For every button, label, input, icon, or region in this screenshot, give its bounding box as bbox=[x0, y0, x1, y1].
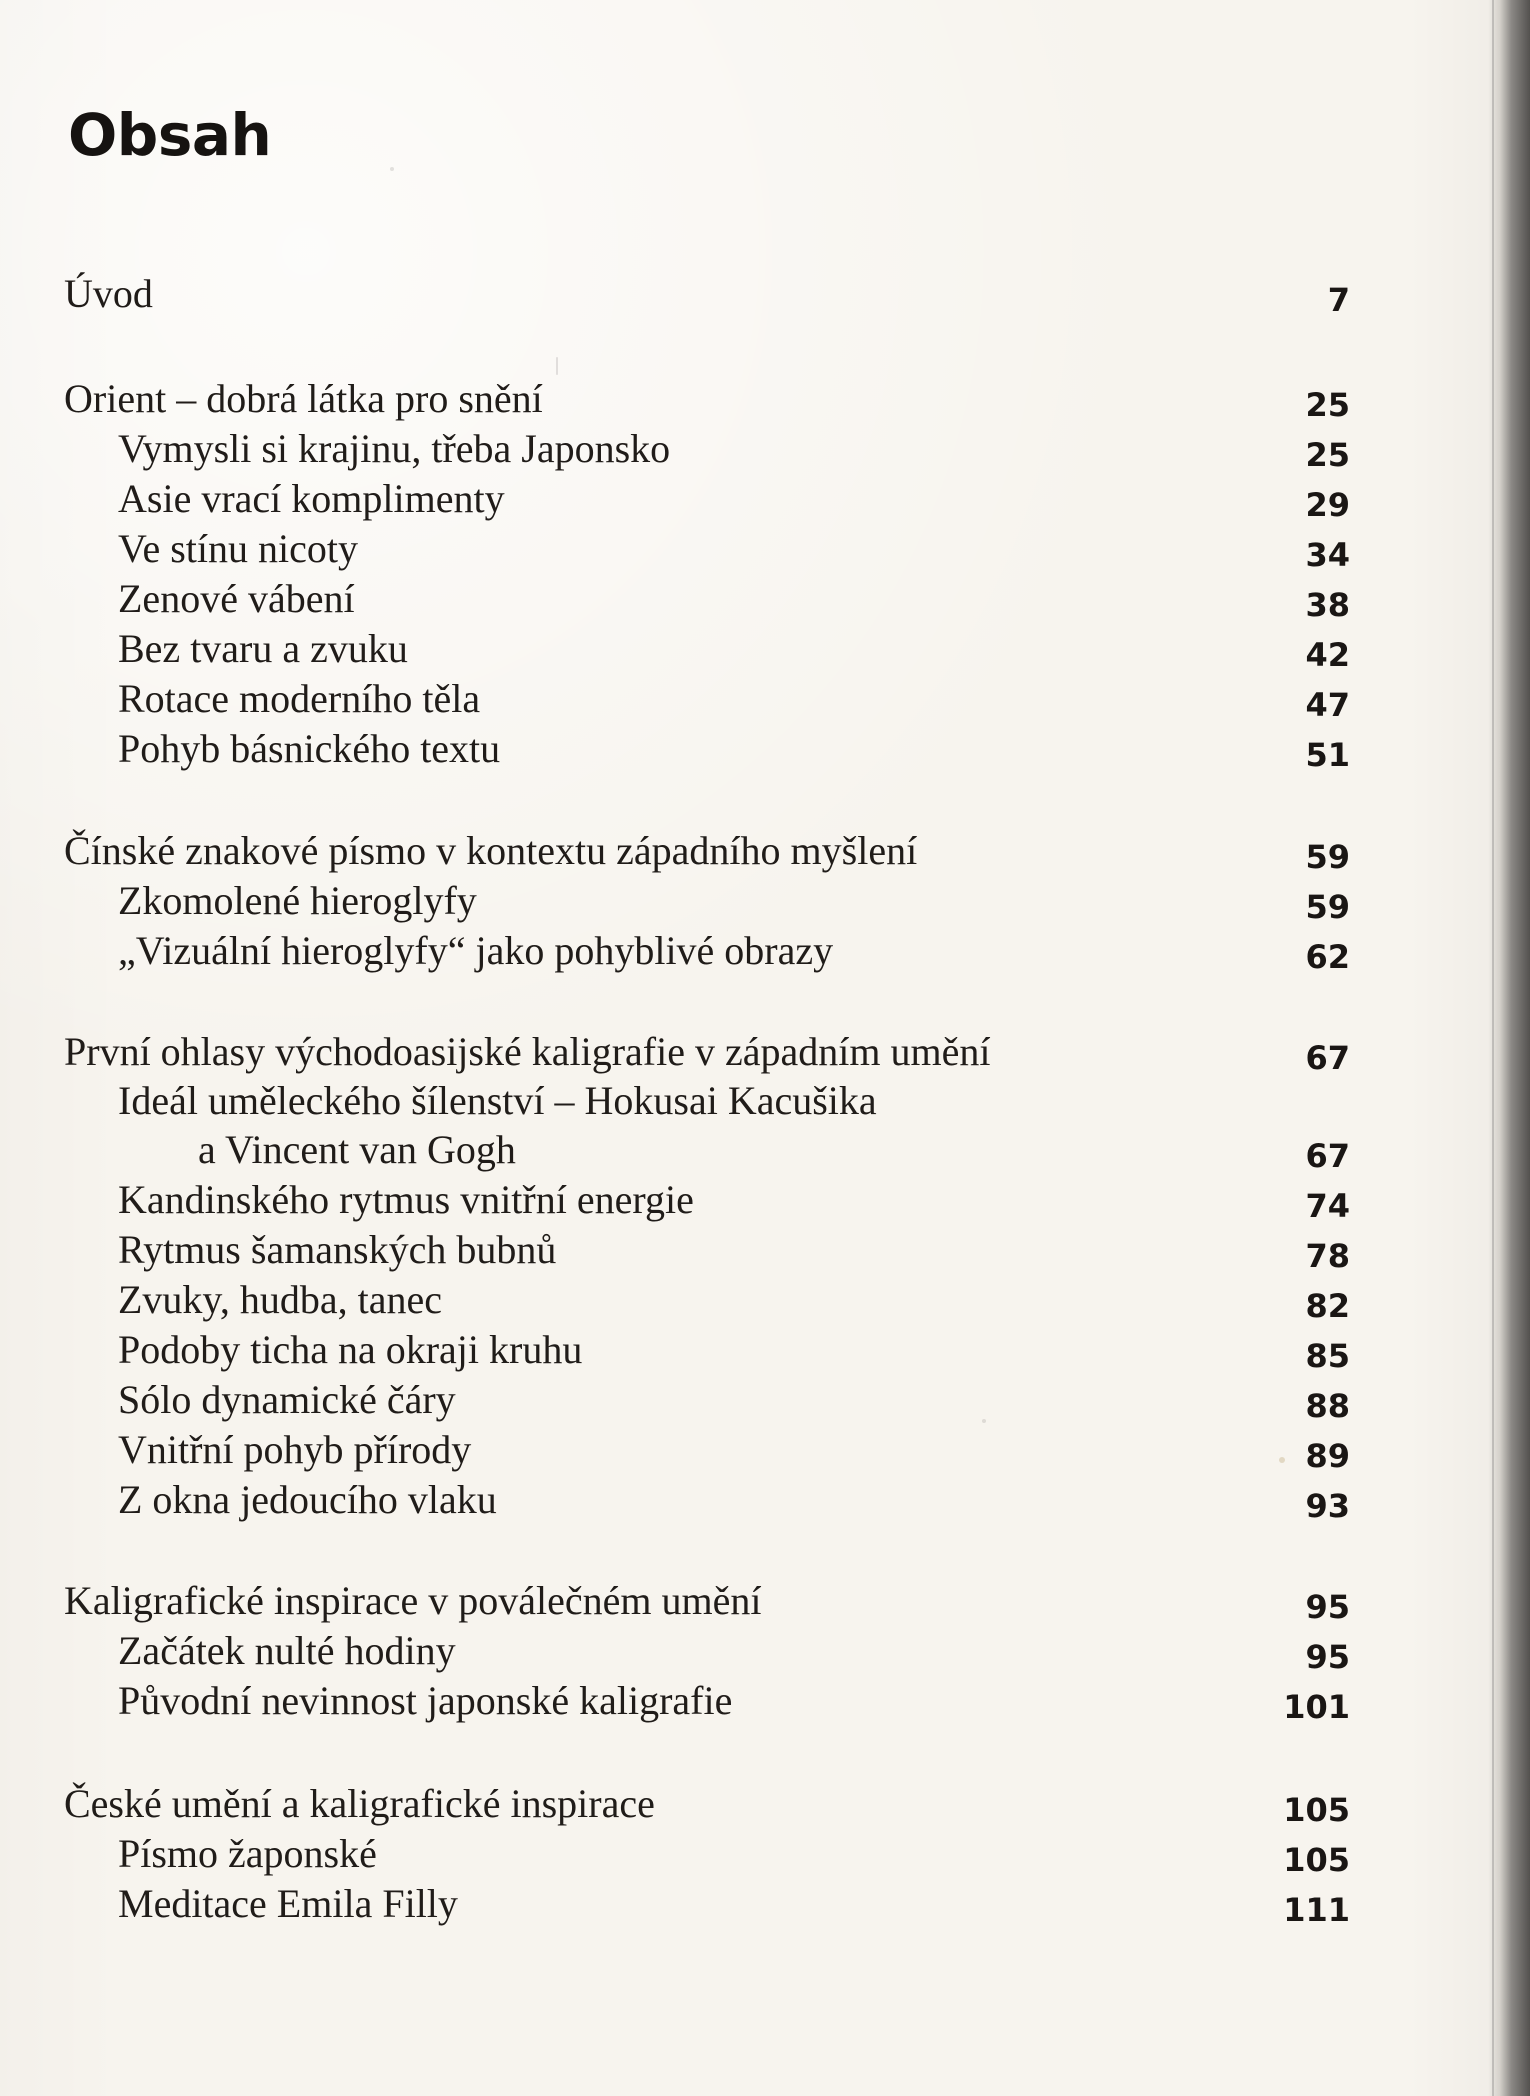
toc-page-number: 95 bbox=[1305, 1588, 1350, 1626]
toc-entry-section-continuation bbox=[0, 1126, 1530, 1174]
toc-page-number: 59 bbox=[1305, 888, 1350, 926]
toc-entry-section bbox=[0, 475, 1530, 523]
toc-entry-section bbox=[0, 1677, 1530, 1725]
toc-entry-section bbox=[0, 1326, 1530, 1374]
toc-entry-label: Rytmus šamanských bubnů bbox=[118, 1227, 557, 1272]
toc-entry-chapter bbox=[0, 827, 1530, 875]
toc-entry-label: „Vizuální hieroglyfy“ jako pohyblivé obrazy bbox=[118, 928, 834, 973]
toc-page-number: 25 bbox=[1305, 386, 1350, 424]
toc-entry-section bbox=[0, 1376, 1530, 1424]
toc-entry-section bbox=[0, 1476, 1530, 1524]
toc-entry-label: Z okna jedoucího vlaku bbox=[118, 1477, 497, 1522]
toc-entry-label: První ohlasy východoasijské kaligrafie v západním umění bbox=[64, 1029, 991, 1074]
toc-entry-label: Písmo žaponské bbox=[118, 1831, 377, 1876]
toc-page-number: 51 bbox=[1305, 736, 1350, 774]
toc-entry-label: Zenové vábení bbox=[118, 576, 355, 621]
toc-entry-section bbox=[0, 1426, 1530, 1474]
toc-entry-section bbox=[0, 675, 1530, 723]
toc-page-number: 25 bbox=[1305, 436, 1350, 474]
toc-entry-label: Bez tvaru a zvuku bbox=[118, 626, 408, 671]
toc-entry-label: Ideál uměleckého šílenství – Hokusai Kacušika bbox=[118, 1078, 877, 1123]
toc-entry-label: Meditace Emila Filly bbox=[118, 1881, 458, 1926]
toc-page-number: 101 bbox=[1283, 1688, 1350, 1726]
toc-page-number: 105 bbox=[1283, 1841, 1350, 1879]
toc-entry-label: Sólo dynamické čáry bbox=[118, 1377, 456, 1422]
toc-page-number: 67 bbox=[1305, 1137, 1350, 1175]
toc-entry-intro bbox=[0, 270, 1530, 318]
toc-entry-label: Úvod bbox=[64, 271, 153, 316]
toc-entry-label: Zvuky, hudba, tanec bbox=[118, 1277, 442, 1322]
toc-entry-section bbox=[0, 625, 1530, 673]
toc-entry-label: Zkomolené hieroglyfy bbox=[118, 878, 477, 923]
toc-page-number: 67 bbox=[1305, 1039, 1350, 1077]
toc-entry-section bbox=[0, 1627, 1530, 1675]
toc-page-number: 38 bbox=[1305, 586, 1350, 624]
toc-entry-label: Orient – dobrá látka pro snění bbox=[64, 376, 543, 421]
toc-page-number: 34 bbox=[1305, 536, 1350, 574]
toc-entry-label: Ve stínu nicoty bbox=[118, 526, 358, 571]
toc-page-number: 42 bbox=[1305, 636, 1350, 674]
toc-page-number: 7 bbox=[1327, 281, 1350, 319]
toc-entry-label: České umění a kaligrafické inspirace bbox=[64, 1781, 655, 1826]
toc-page-number: 89 bbox=[1305, 1437, 1350, 1475]
toc-entry-section bbox=[0, 525, 1530, 573]
toc-page-number: 62 bbox=[1305, 938, 1350, 976]
toc-entry-label: Podoby ticha na okraji kruhu bbox=[118, 1327, 583, 1372]
toc-entry-section bbox=[0, 877, 1530, 925]
toc-entry-label: Pohyb básnického textu bbox=[118, 726, 501, 771]
toc-entry-section bbox=[0, 1880, 1530, 1928]
toc-entry-label: Kandinského rytmus vnitřní energie bbox=[118, 1177, 694, 1222]
toc-entry-section bbox=[0, 725, 1530, 773]
toc-page-number: 74 bbox=[1305, 1187, 1350, 1225]
toc-entry-label: Vnitřní pohyb přírody bbox=[118, 1427, 472, 1472]
toc-entry-chapter bbox=[0, 375, 1530, 423]
toc-entry-section bbox=[0, 1830, 1530, 1878]
toc-page-number: 93 bbox=[1305, 1487, 1350, 1525]
toc-page-number: 95 bbox=[1305, 1638, 1350, 1676]
toc-entry-section bbox=[0, 575, 1530, 623]
toc-entry-section bbox=[0, 1176, 1530, 1224]
toc-page-number: 47 bbox=[1305, 686, 1350, 724]
toc-entry-label: Čínské znakové písmo v kontextu západního myšlení bbox=[64, 828, 918, 873]
toc-entry-label: Kaligrafické inspirace v poválečném umění bbox=[64, 1578, 762, 1623]
toc-page-number: 111 bbox=[1283, 1891, 1350, 1929]
toc-entry-label: Vymysli si krajinu, třeba Japonsko bbox=[118, 426, 671, 471]
toc-entry-label: Původní nevinnost japonské kaligrafie bbox=[118, 1678, 733, 1723]
page-title: Obsah bbox=[68, 101, 272, 169]
toc-entry-label: Začátek nulté hodiny bbox=[118, 1628, 456, 1673]
toc-entry-section bbox=[0, 1276, 1530, 1324]
toc-entry-label: Rotace moderního těla bbox=[118, 676, 481, 721]
toc-entry-chapter bbox=[0, 1028, 1530, 1076]
toc-entry-chapter bbox=[0, 1780, 1530, 1828]
toc-page-number: 82 bbox=[1305, 1287, 1350, 1325]
toc-entry-section bbox=[0, 927, 1530, 975]
toc-entry-section bbox=[0, 425, 1530, 473]
toc-entry-section bbox=[0, 1077, 1530, 1125]
toc-page-number: 78 bbox=[1305, 1237, 1350, 1275]
toc-entry-label: a Vincent van Gogh bbox=[198, 1127, 516, 1172]
toc-page-number: 85 bbox=[1305, 1337, 1350, 1375]
toc-entry-label: Asie vrací komplimenty bbox=[118, 476, 505, 521]
toc-page-number: 88 bbox=[1305, 1387, 1350, 1425]
toc-page-number: 59 bbox=[1305, 838, 1350, 876]
toc-entry-section bbox=[0, 1226, 1530, 1274]
toc-page-number: 105 bbox=[1283, 1791, 1350, 1829]
toc-page-number: 29 bbox=[1305, 486, 1350, 524]
toc-entry-chapter bbox=[0, 1577, 1530, 1625]
